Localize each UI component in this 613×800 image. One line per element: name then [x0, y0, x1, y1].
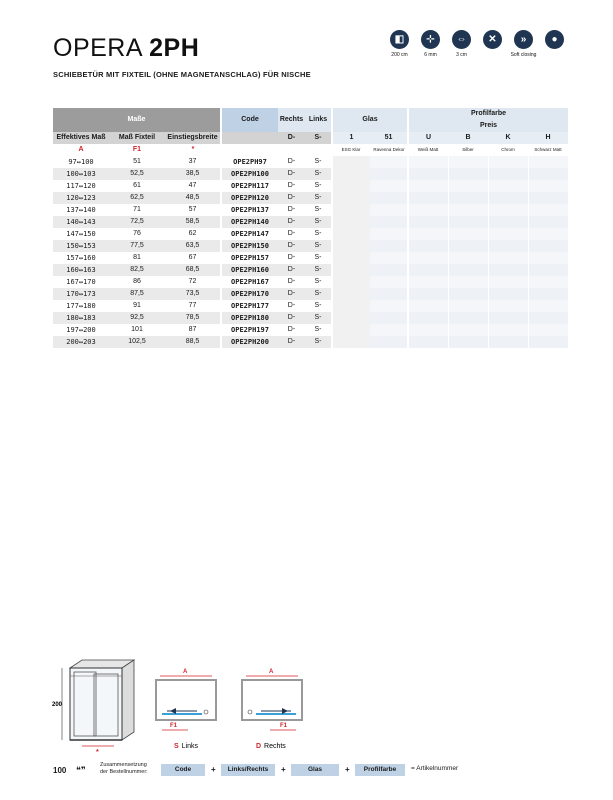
cell-glas-1 — [332, 312, 370, 324]
glass-thickness-icon — [417, 30, 444, 58]
cell-fixteil: 76 — [133, 230, 141, 237]
height-icon — [386, 30, 413, 58]
cell-glas-1 — [332, 240, 370, 252]
cell-glas-51 — [370, 156, 408, 168]
col-color-h: H — [528, 132, 568, 144]
cell-einstieg: 47 — [188, 182, 197, 189]
table-row — [53, 204, 568, 216]
cell-color-u — [408, 228, 448, 240]
table-row — [53, 312, 568, 324]
water-drop-icon-glyph: ● — [545, 30, 564, 49]
table-row — [53, 264, 568, 276]
cell-links: S- — [314, 230, 322, 237]
header-code: Code — [221, 108, 278, 132]
table-row — [53, 192, 568, 204]
cell-color-b — [448, 168, 488, 180]
group-header-masse: Maße — [53, 108, 221, 132]
cell-color-b — [448, 300, 488, 312]
cell-glas-1 — [332, 276, 370, 288]
cell-links: S- — [314, 158, 322, 165]
cell-color-k — [488, 216, 528, 228]
cell-einstieg: 37 — [188, 158, 197, 165]
cell-einstieg: 62 — [188, 230, 197, 237]
cell-color-u — [408, 288, 448, 300]
soft-closing-icon — [510, 30, 537, 58]
cell-color-b — [448, 312, 488, 324]
cell-effektives: 140↔143 — [53, 216, 109, 228]
table-row — [53, 252, 568, 264]
cell-code: OPE2PH200 — [221, 336, 278, 348]
cell-color-b — [448, 228, 488, 240]
cell-color-h — [528, 180, 568, 192]
cell-color-k — [488, 192, 528, 204]
cell-glas-1 — [332, 216, 370, 228]
cell-fixteil: 61 — [133, 182, 141, 189]
cell-glas-1 — [332, 300, 370, 312]
plus-sign: + — [345, 765, 350, 774]
height-icon-glyph: ◧ — [390, 30, 409, 49]
cell-glas-1 — [332, 204, 370, 216]
cell-glas-1 — [332, 264, 370, 276]
plan-rechts-word: Rechts — [264, 743, 286, 750]
table-row — [53, 156, 568, 168]
cell-effektives: 150↔153 — [53, 240, 109, 252]
cell-rechts: D- — [287, 278, 296, 285]
cell-links: S- — [314, 302, 322, 309]
cell-color-u — [408, 324, 448, 336]
cell-einstieg: 68,5 — [165, 264, 221, 276]
cell-glas-1 — [332, 228, 370, 240]
cell-code: OPE2PH180 — [221, 312, 278, 324]
cell-color-h — [528, 228, 568, 240]
cell-effektives: 97↔100 — [68, 158, 94, 166]
water-drop-icon — [541, 30, 568, 52]
cell-color-h — [528, 336, 568, 348]
order-label-line2: der Bestellnummer: — [100, 769, 148, 775]
adjustment-icon — [448, 30, 475, 58]
cell-glas-1 — [332, 192, 370, 204]
cell-color-k — [488, 240, 528, 252]
cell-color-u — [408, 276, 448, 288]
cell-links: S- — [305, 192, 332, 204]
cell-color-k — [488, 168, 528, 180]
cell-links: S- — [305, 216, 332, 228]
cell-fixteil: 92,5 — [109, 312, 165, 324]
table-row — [53, 288, 568, 300]
cell-color-h — [528, 264, 568, 276]
col-links-code: S- — [305, 132, 332, 144]
cell-color-h — [528, 276, 568, 288]
cell-fixteil: 91 — [133, 302, 141, 309]
cell-code: OPE2PH150 — [221, 240, 278, 252]
cell-rechts: D- — [278, 216, 305, 228]
symbol-a: A — [78, 146, 84, 153]
glas-51-name: Ravenna Dekor — [373, 147, 405, 152]
plan-rechts-dim-a: A — [269, 669, 274, 675]
symbol-star: * — [191, 146, 195, 153]
cell-glas-51 — [370, 288, 408, 300]
table-row — [53, 228, 568, 240]
footer — [0, 762, 613, 784]
feature-icons — [386, 30, 576, 64]
cell-links: S- — [305, 312, 332, 324]
cell-effektives: 137↔140 — [66, 206, 96, 214]
cell-code: OPE2PH170 — [221, 288, 278, 300]
cell-color-u — [408, 336, 448, 348]
cell-fixteil: 52,5 — [109, 168, 165, 180]
adjustment-icon-label: 3 cm — [456, 52, 467, 58]
cell-links: S- — [305, 264, 332, 276]
cell-fixteil: 71 — [133, 206, 141, 213]
cell-rechts: D- — [287, 158, 296, 165]
cell-color-h — [528, 192, 568, 204]
cell-color-u — [408, 252, 448, 264]
cell-color-h — [528, 252, 568, 264]
cell-color-u — [408, 180, 448, 192]
cell-fixteil: 82,5 — [109, 264, 165, 276]
table-row — [53, 276, 568, 288]
cell-color-k — [488, 288, 528, 300]
cell-einstieg: 38,5 — [165, 168, 221, 180]
cell-code: OPE2PH177 — [221, 300, 278, 312]
cell-einstieg: 63,5 — [165, 240, 221, 252]
cell-code: OPE2PH97 — [221, 156, 278, 168]
enclosure-drawing — [62, 660, 134, 746]
cell-glas-51 — [370, 168, 408, 180]
cell-color-k — [488, 228, 528, 240]
cell-color-k — [488, 300, 528, 312]
cell-glas-1 — [332, 156, 370, 168]
cell-color-u — [408, 240, 448, 252]
plan-links-dim-f1: F1 — [170, 723, 178, 729]
cell-glas-51 — [370, 324, 408, 336]
header-profilfarbe-label: Profilfarbe — [470, 110, 506, 117]
cell-color-b — [448, 204, 488, 216]
cell-effektives: 117↔120 — [66, 182, 96, 190]
cell-rechts: D- — [278, 192, 305, 204]
table-row — [53, 324, 568, 336]
cell-color-k — [488, 264, 528, 276]
cell-glas-1 — [332, 168, 370, 180]
plan-links-word: Links — [181, 743, 198, 750]
cell-color-k — [488, 252, 528, 264]
cell-color-b — [448, 192, 488, 204]
col-effektives-mass: Effektives Maß — [53, 132, 109, 144]
color-h-name: Schwarz Matt — [534, 147, 562, 152]
product-table — [53, 108, 569, 348]
cell-code: OPE2PH147 — [221, 228, 278, 240]
header-rechts: Rechts — [278, 108, 305, 132]
table-row — [53, 240, 568, 252]
no-magnet-icon — [479, 30, 506, 52]
cell-effektives: 167↔170 — [66, 278, 96, 286]
cell-code: OPE2PH197 — [221, 324, 278, 336]
cell-rechts: D- — [287, 230, 296, 237]
cell-effektives: 160↔163 — [53, 264, 109, 276]
cell-code: OPE2PH160 — [221, 264, 278, 276]
glass-thickness-icon-glyph: ⊹ — [421, 30, 440, 49]
cell-code: OPE2PH167 — [221, 276, 278, 288]
symbol-blank — [278, 144, 305, 156]
cell-effektives: 177↔180 — [66, 302, 96, 310]
cell-einstieg: 87 — [188, 326, 197, 333]
cell-glas-51 — [370, 336, 408, 348]
cell-links: S- — [305, 168, 332, 180]
color-b-name: Silber — [462, 147, 474, 152]
plan-links-letter: S — [174, 743, 179, 750]
cell-effektives: 100↔103 — [53, 168, 109, 180]
cell-fixteil: 101 — [131, 326, 143, 333]
cell-color-h — [528, 312, 568, 324]
symbol-f1: F1 — [132, 146, 142, 153]
table-row — [53, 300, 568, 312]
col-einstiegsbreite: Einstiegsbreite — [165, 132, 221, 144]
cell-code: OPE2PH120 — [221, 192, 278, 204]
cell-color-k — [488, 156, 528, 168]
cell-color-b — [448, 324, 488, 336]
cell-fixteil: 72,5 — [109, 216, 165, 228]
cell-color-b — [448, 240, 488, 252]
cell-color-h — [528, 156, 568, 168]
cell-einstieg: 73,5 — [165, 288, 221, 300]
glas-1-name: ESG Klar — [341, 147, 361, 152]
cell-fixteil: 86 — [133, 278, 141, 285]
cell-effektives: 200↔203 — [53, 336, 109, 348]
cell-rechts: D- — [287, 182, 296, 189]
color-u-name: Weiß Matt — [417, 147, 439, 152]
cell-effektives: 197↔200 — [66, 326, 96, 334]
cell-einstieg: 78,5 — [165, 312, 221, 324]
pill-profilfarbe: Profilfarbe — [355, 764, 405, 776]
cell-code: OPE2PH137 — [221, 204, 278, 216]
diagram-height-label: 200 — [52, 702, 63, 708]
plan-links-caption — [174, 743, 198, 750]
cell-rechts: D- — [287, 302, 296, 309]
order-composition-label — [100, 762, 148, 776]
cell-links: S- — [314, 326, 322, 333]
cell-rechts: D- — [287, 326, 296, 333]
cell-color-b — [448, 264, 488, 276]
symbol-blank — [221, 144, 278, 156]
cell-einstieg: 77 — [188, 302, 197, 309]
cell-effektives: 120↔123 — [53, 192, 109, 204]
cell-color-k — [488, 180, 528, 192]
diagram-star: * — [96, 749, 99, 756]
plan-links — [156, 676, 216, 730]
cell-color-u — [408, 216, 448, 228]
cell-links: S- — [305, 336, 332, 348]
cell-effektives: 170↔173 — [53, 288, 109, 300]
cell-fixteil: 102,5 — [109, 336, 165, 348]
cell-glas-1 — [332, 324, 370, 336]
cell-color-u — [408, 168, 448, 180]
cell-einstieg: 88,5 — [165, 336, 221, 348]
cell-color-u — [408, 156, 448, 168]
plus-sign: + — [281, 765, 286, 774]
cell-rechts: D- — [278, 168, 305, 180]
cell-links: S- — [314, 182, 322, 189]
col-mass-fixteil: Maß Fixteil — [109, 132, 165, 144]
cell-effektives: 147↔150 — [66, 230, 96, 238]
cell-color-b — [448, 216, 488, 228]
cell-rechts: D- — [287, 254, 296, 261]
header-links: Links — [305, 108, 332, 132]
table-row — [53, 216, 568, 228]
col-glas-51: 51 — [370, 132, 408, 144]
cell-glas-51 — [370, 204, 408, 216]
glass-thickness-icon-label: 6 mm — [424, 52, 437, 58]
color-k-name: Chrom — [501, 147, 515, 152]
cell-color-u — [408, 312, 448, 324]
cell-rechts: D- — [278, 336, 305, 348]
technical-diagrams — [52, 646, 312, 758]
cell-glas-1 — [332, 252, 370, 264]
col-rechts-code: D- — [278, 132, 305, 144]
header-glas: Glas — [332, 108, 408, 132]
cell-glas-1 — [332, 288, 370, 300]
cell-color-k — [488, 204, 528, 216]
order-label-line1: Zusammensetzung — [100, 762, 147, 768]
cell-color-h — [528, 216, 568, 228]
soft-closing-icon-label: Soft closing — [510, 52, 537, 58]
cell-color-b — [448, 276, 488, 288]
header-preis-label: Preis — [479, 122, 498, 129]
cell-effektives: 180↔183 — [53, 312, 109, 324]
cell-color-b — [448, 288, 488, 300]
col-color-u: U — [408, 132, 448, 144]
cell-code: OPE2PH100 — [221, 168, 278, 180]
cell-glas-51 — [370, 264, 408, 276]
cell-einstieg: 67 — [188, 254, 197, 261]
footprints-logo: ❝❞ — [76, 765, 86, 775]
cell-glas-51 — [370, 228, 408, 240]
col-glas-1: 1 — [332, 132, 370, 144]
cell-color-k — [488, 324, 528, 336]
cell-glas-1 — [332, 180, 370, 192]
plan-rechts-caption — [256, 743, 286, 750]
page-title — [53, 34, 199, 63]
cell-glas-51 — [370, 252, 408, 264]
cell-fixteil: 51 — [133, 158, 141, 165]
cell-glas-51 — [370, 312, 408, 324]
cell-color-k — [488, 312, 528, 324]
table-row — [53, 336, 568, 348]
cell-links: S- — [314, 206, 322, 213]
cell-links: S- — [305, 240, 332, 252]
result-label: = Artikelnummer — [411, 765, 459, 772]
soft-closing-icon-glyph: » — [514, 30, 533, 49]
cell-rechts: D- — [287, 206, 296, 213]
cell-glas-51 — [370, 300, 408, 312]
cell-links: S- — [314, 254, 322, 261]
cell-color-b — [448, 180, 488, 192]
cell-color-u — [408, 204, 448, 216]
col-code-blank — [221, 132, 278, 144]
cell-fixteil: 87,5 — [109, 288, 165, 300]
cell-glas-51 — [370, 180, 408, 192]
page-subtitle: SCHIEBETÜR MIT FIXTEIL (OHNE MAGNETANSCHLAG) FÜR NISCHE — [53, 70, 311, 79]
cell-color-h — [528, 204, 568, 216]
cell-einstieg: 58,5 — [165, 216, 221, 228]
cell-rechts: D- — [278, 240, 305, 252]
page-number: 100 — [53, 766, 67, 775]
cell-glas-51 — [370, 216, 408, 228]
cell-color-h — [528, 240, 568, 252]
cell-color-h — [528, 288, 568, 300]
plan-rechts-letter: D — [256, 743, 262, 750]
cell-rechts: D- — [278, 288, 305, 300]
pill-side: Links/Rechts — [221, 764, 275, 776]
no-magnet-icon-glyph: ✕ — [483, 30, 502, 49]
cell-color-h — [528, 168, 568, 180]
pill-glas: Glas — [291, 764, 339, 776]
cell-code: OPE2PH140 — [221, 216, 278, 228]
model-variant: 2PH — [149, 34, 200, 62]
cell-color-u — [408, 300, 448, 312]
pill-code: Code — [161, 764, 205, 776]
cell-color-k — [488, 336, 528, 348]
plan-rechts — [242, 676, 302, 730]
cell-einstieg: 72 — [188, 278, 197, 285]
cell-einstieg: 57 — [188, 206, 197, 213]
cell-color-b — [448, 336, 488, 348]
cell-einstieg: 48,5 — [165, 192, 221, 204]
cell-rechts: D- — [278, 264, 305, 276]
cell-fixteil: 81 — [133, 254, 141, 261]
cell-color-b — [448, 252, 488, 264]
cell-color-h — [528, 300, 568, 312]
cell-links: S- — [314, 278, 322, 285]
cell-color-u — [408, 192, 448, 204]
cell-links: S- — [305, 288, 332, 300]
plan-links-dim-a: A — [183, 669, 188, 675]
col-color-k: K — [488, 132, 528, 144]
cell-code: OPE2PH117 — [221, 180, 278, 192]
plus-sign: + — [211, 765, 216, 774]
table-row — [53, 168, 568, 180]
cell-color-h — [528, 324, 568, 336]
header-profilfarbe — [408, 108, 568, 132]
cell-color-b — [448, 156, 488, 168]
cell-fixteil: 77,5 — [109, 240, 165, 252]
cell-glas-51 — [370, 192, 408, 204]
adjustment-icon-glyph: ⇔ — [452, 30, 471, 49]
col-color-b: B — [448, 132, 488, 144]
height-icon-label: 200 cm — [391, 52, 408, 58]
cell-glas-51 — [370, 240, 408, 252]
cell-rechts: D- — [278, 312, 305, 324]
model-name: OPERA — [53, 34, 142, 62]
plan-rechts-dim-f1: F1 — [280, 723, 288, 729]
symbol-blank — [305, 144, 332, 156]
cell-glas-1 — [332, 336, 370, 348]
table-row — [53, 180, 568, 192]
cell-fixteil: 62,5 — [109, 192, 165, 204]
cell-color-k — [488, 276, 528, 288]
cell-glas-51 — [370, 276, 408, 288]
cell-color-u — [408, 264, 448, 276]
cell-code: OPE2PH157 — [221, 252, 278, 264]
cell-effektives: 157↔160 — [66, 254, 96, 262]
